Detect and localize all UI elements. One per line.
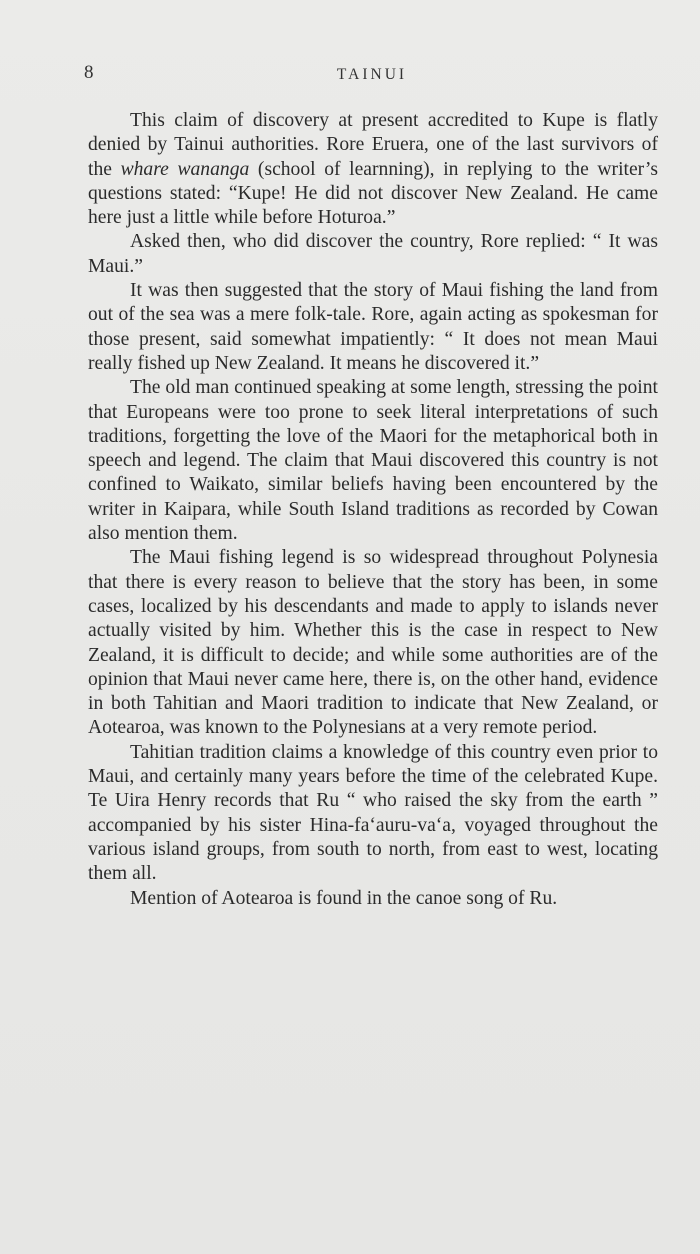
paragraph xyxy=(88,376,658,546)
italic-phrase: whare wananga xyxy=(120,158,250,180)
paragraph-text: It was then suggested that the story of Maui fishing the land from out of the sea was a mere folk-tale. Rore, again acting as spokesman for those present, said somewhat impatiently: “ It does not mean Maui really fished up New Zealand. It means he discovered it.” xyxy=(88,280,658,374)
paragraph xyxy=(88,887,658,911)
running-title: TAINUI xyxy=(336,66,408,83)
paragraph xyxy=(88,109,658,230)
paragraph-text: (school of learnning), in replying to the writer’s questions stated: “Kupe! He did not discover New Zealand. He came here just a little while before Hoturoa.” xyxy=(88,158,658,229)
paragraph xyxy=(88,279,658,376)
paragraph xyxy=(88,230,658,279)
page-number: 8 xyxy=(84,62,94,83)
body-text xyxy=(88,109,658,911)
paragraph-text: This claim of discovery at present accredited to Kupe is flatly denied by Tainui authorities. Rore Eruera, one of the last survivors of the xyxy=(88,110,658,180)
paragraph xyxy=(88,546,658,740)
paragraph-text: Tahitian tradition claims a knowledge of this country even prior to Maui, and certainly many years before the time of the celebrated Kupe. Te Uira Henry records that Ru “ who raised the sky from the earth ” accompanied by his sister Hina-fa‘auru-va‘a, voyaged throughout the various island groups, from south to north, from east to west, locating them all. xyxy=(88,741,658,885)
paragraph-text: The old man continued speaking at some length, stressing the point that Europeans were too prone to seek literal interpretations of such traditions, forgetting the love of the Maori for the metaphorical both in speech and legend. The claim that Maui discovered this country is not confined to Waikato, similar beliefs having been encountered by the writer in Kaipara, while South Island traditions as recorded by Cowan also mention them. xyxy=(88,377,658,545)
paragraph-text: The Maui fishing legend is so widespread throughout Polynesia that there is every reason to believe that the story has been, in some cases, localized by his descendants and made to apply to islands never actually visited by him. Whether this is the case in respect to New Zealand, it is difficult to decide; and while some authorities are of the opinion that Maui never came here, there is, on the other hand, evidence in both Tahitian and Maori tradition to indicate that New Zealand, or Aotearoa, was known to the Polynesians at a very remote period. xyxy=(88,547,658,739)
page-header xyxy=(84,60,660,90)
paragraph-text: Asked then, who did discover the country, Rore replied: “ It was Maui.” xyxy=(88,231,658,277)
paragraph-text: Mention of Aotearoa is found in the canoe song of Ru. xyxy=(130,887,558,909)
paragraph xyxy=(88,741,658,887)
